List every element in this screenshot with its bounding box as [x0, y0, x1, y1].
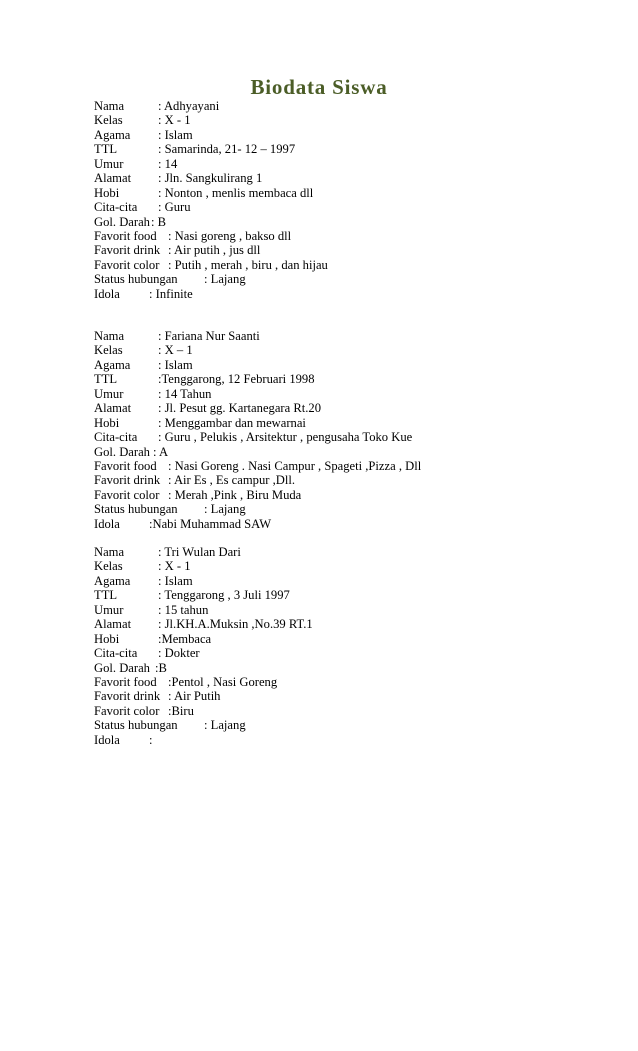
field-label: Cita-cita — [94, 646, 138, 661]
field-label: Umur — [94, 386, 124, 401]
record-row — [94, 488, 614, 502]
field-label: Favorit color — [94, 703, 160, 718]
record-row — [94, 704, 614, 718]
field-label: Gol. Darah — [94, 214, 150, 229]
record-row — [94, 689, 614, 703]
field-label: Umur — [94, 156, 124, 171]
record-row — [94, 416, 614, 430]
record-row — [94, 157, 614, 171]
field-label: Nama — [94, 545, 125, 559]
student-record-1 — [94, 99, 614, 301]
field-value: : Adhyayani — [158, 99, 220, 113]
field-value: :B — [155, 660, 167, 675]
record-row — [94, 559, 614, 573]
field-label: Hobi — [94, 415, 120, 430]
field-value: : Putih , merah , biru , dan hijau — [168, 257, 328, 272]
field-value: :Pentol , Nasi Goreng — [168, 674, 278, 689]
record-row — [94, 646, 614, 660]
field-value: : Air Putih — [168, 689, 221, 704]
record-row — [94, 128, 614, 142]
field-value: : Islam — [158, 127, 193, 142]
field-value: : Jln. Sangkulirang 1 — [158, 171, 263, 186]
field-label: Favorit drink — [94, 689, 161, 704]
field-value: : Fariana Nur Saanti — [158, 329, 260, 343]
record-row — [94, 588, 614, 602]
field-value: : Nasi Goreng . Nasi Campur , Spageti ,Pizza , Dll — [168, 458, 422, 473]
field-value: : Guru , Pelukis , Arsitektur , pengusaha Toko Kue — [158, 430, 413, 445]
field-value: : Lajang — [204, 272, 246, 287]
field-value: : Air Es , Es campur ,Dll. — [168, 473, 295, 488]
record-row — [94, 186, 614, 200]
record-row — [94, 517, 614, 531]
record-row — [94, 545, 614, 559]
field-label: Favorit color — [94, 257, 160, 272]
field-label: Gol. Darah — [94, 660, 150, 675]
field-label: Agama — [94, 127, 131, 142]
record-row — [94, 372, 614, 386]
field-value: : 14 — [158, 156, 178, 171]
field-value: : Dokter — [158, 646, 200, 661]
field-label: Gol. Darah — [94, 444, 150, 459]
record-row — [94, 287, 614, 301]
field-value: :Tenggarong, 12 Februari 1998 — [158, 372, 315, 387]
field-label: Favorit food — [94, 674, 157, 689]
field-value: :Biru — [168, 703, 194, 718]
field-label: Status hubungan — [94, 502, 178, 517]
field-value: : Nasi goreng , bakso dll — [168, 228, 292, 243]
record-row — [94, 733, 614, 747]
field-label: Agama — [94, 573, 131, 588]
record-row — [94, 243, 614, 257]
record-row — [94, 215, 614, 229]
student-record-3 — [94, 545, 614, 747]
field-label: Idola — [94, 732, 120, 747]
record-row — [94, 99, 614, 113]
field-value: : Jl. Pesut gg. Kartanegara Rt.20 — [158, 401, 321, 416]
field-value: : Merah ,Pink , Biru Muda — [168, 487, 302, 502]
field-value: : 15 tahun — [158, 602, 209, 617]
field-value: : Nonton , menlis membaca dll — [158, 185, 314, 200]
field-label: Kelas — [94, 343, 123, 358]
field-label: Umur — [94, 602, 124, 617]
field-label: Alamat — [94, 617, 132, 632]
field-value: : Islam — [158, 357, 193, 372]
record-row — [94, 229, 614, 243]
field-label: Hobi — [94, 631, 120, 646]
field-value: : X – 1 — [158, 343, 193, 358]
field-value: : B — [151, 214, 167, 229]
field-label: Favorit drink — [94, 473, 161, 488]
field-value: : Samarinda, 21- 12 – 1997 — [158, 142, 296, 157]
field-label: Alamat — [94, 171, 132, 186]
field-label: Favorit color — [94, 487, 160, 502]
field-label: Cita-cita — [94, 430, 138, 445]
record-row — [94, 502, 614, 516]
field-label: Idola — [94, 286, 120, 301]
field-value: : Islam — [158, 573, 193, 588]
student-record-2 — [94, 329, 614, 531]
record-row — [94, 387, 614, 401]
field-value: : Tri Wulan Dari — [158, 545, 241, 559]
record-row — [94, 574, 614, 588]
record-row — [94, 459, 614, 473]
record-row — [94, 401, 614, 415]
field-value: : A — [153, 444, 169, 459]
record-row — [94, 675, 614, 689]
field-label: Kelas — [94, 559, 123, 574]
field-label: Hobi — [94, 185, 120, 200]
field-value: : Tenggarong , 3 Juli 1997 — [158, 588, 290, 603]
record-row — [94, 430, 614, 444]
field-label: Kelas — [94, 113, 123, 128]
record-row — [94, 171, 614, 185]
field-value: :Nabi Muhammad SAW — [149, 516, 272, 531]
field-label: Status hubungan — [94, 718, 178, 733]
record-row — [94, 603, 614, 617]
field-label: Idola — [94, 516, 120, 531]
field-label: Favorit food — [94, 228, 157, 243]
page-title-text: Biodata Siswa — [250, 75, 388, 99]
field-label: Favorit food — [94, 458, 157, 473]
record-row — [94, 445, 614, 459]
record-row — [94, 358, 614, 372]
field-label: Cita-cita — [94, 200, 138, 215]
field-value: : Guru — [158, 200, 191, 215]
record-row — [94, 473, 614, 487]
record-row — [94, 272, 614, 286]
page-title — [0, 75, 638, 101]
record-row — [94, 329, 614, 343]
field-label: Status hubungan — [94, 272, 178, 287]
record-row — [94, 200, 614, 214]
record-row — [94, 718, 614, 732]
record-row — [94, 661, 614, 675]
field-label: TTL — [94, 372, 118, 387]
field-value: : Jl.KH.A.Muksin ,No.39 RT.1 — [158, 617, 313, 632]
field-value: : Menggambar dan mewarnai — [158, 415, 306, 430]
record-row — [94, 113, 614, 127]
field-label: Nama — [94, 99, 125, 113]
field-value: : Lajang — [204, 502, 246, 517]
field-label: TTL — [94, 142, 118, 157]
field-label: Favorit drink — [94, 243, 161, 258]
field-value: : Air putih , jus dll — [168, 243, 261, 258]
record-row — [94, 632, 614, 646]
field-label: Alamat — [94, 401, 132, 416]
field-label: TTL — [94, 588, 118, 603]
field-label: Nama — [94, 329, 125, 343]
field-value: : 14 Tahun — [158, 386, 212, 401]
field-value: : X - 1 — [158, 559, 191, 574]
field-value: : — [149, 732, 153, 747]
field-value: : Lajang — [204, 718, 246, 733]
record-row — [94, 142, 614, 156]
record-row — [94, 258, 614, 272]
field-value: : Infinite — [149, 286, 193, 301]
record-row — [94, 343, 614, 357]
record-row — [94, 617, 614, 631]
field-value: :Membaca — [158, 631, 212, 646]
field-label: Agama — [94, 357, 131, 372]
field-value: : X - 1 — [158, 113, 191, 128]
